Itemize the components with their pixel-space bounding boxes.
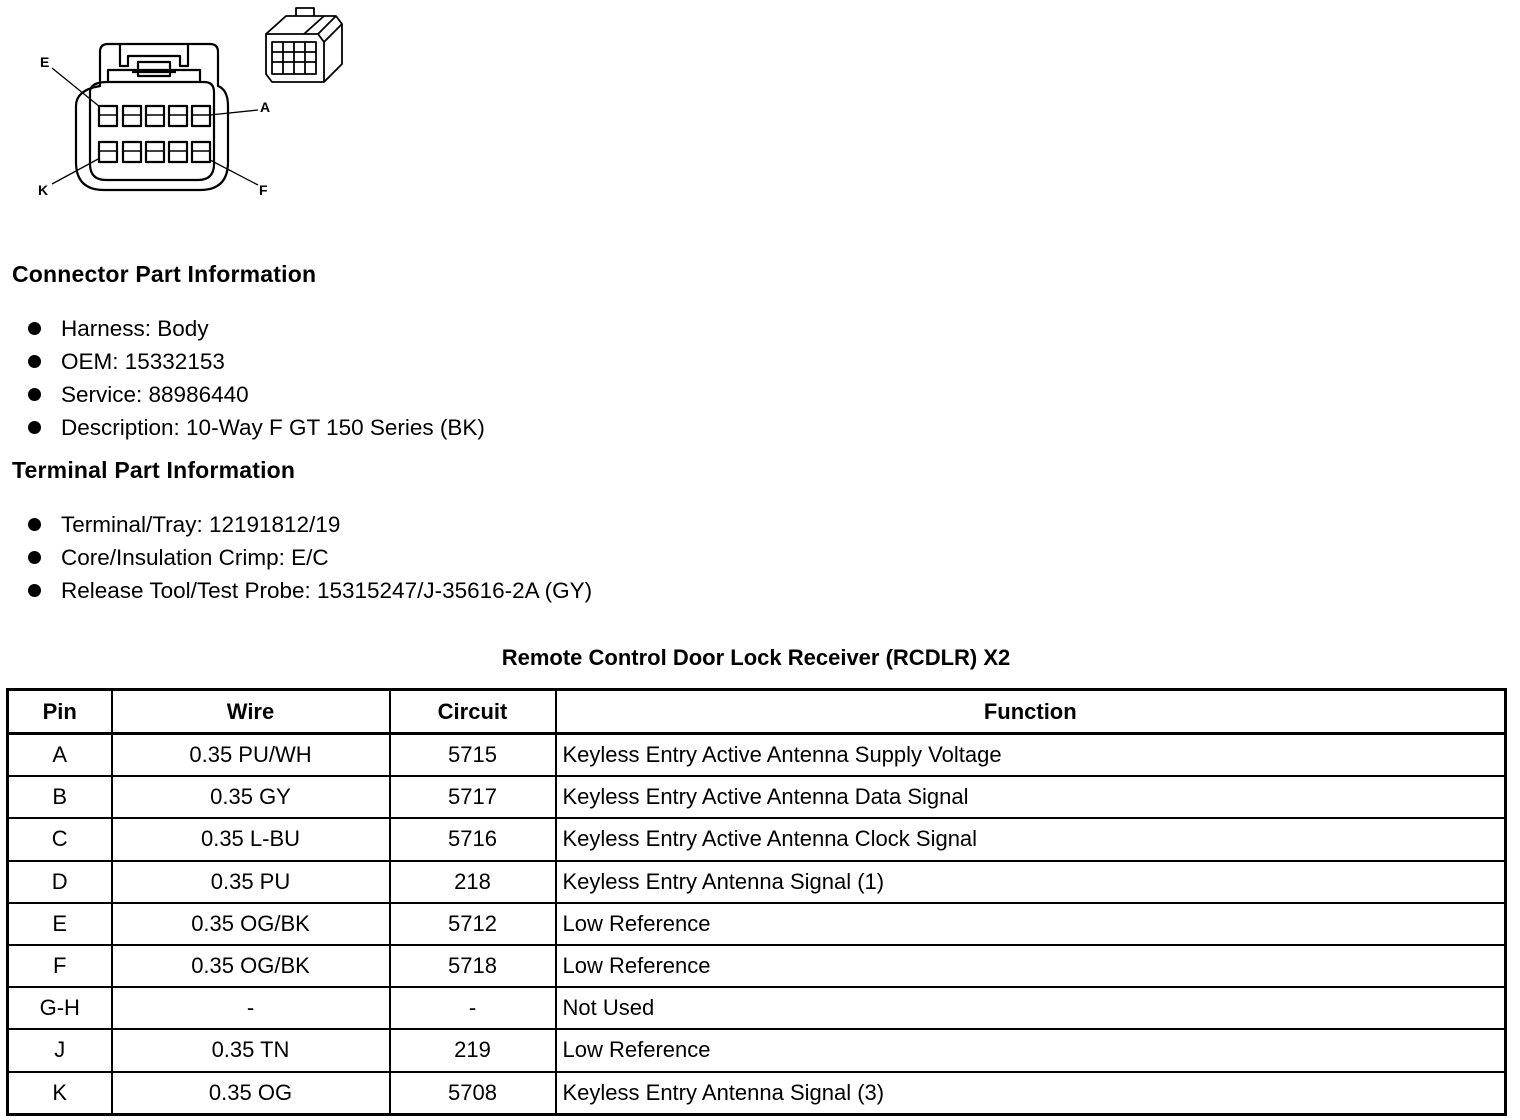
pin-cell: E <box>8 903 112 945</box>
table-row <box>8 987 1506 1029</box>
bullet-icon <box>28 322 41 335</box>
function-cell: Keyless Entry Active Antenna Clock Signal <box>556 818 1506 860</box>
pin-cell: F <box>8 945 112 987</box>
list-item: Core/Insulation Crimp: E/C <box>28 541 592 574</box>
wire-cell: 0.35 PU/WH <box>112 734 390 777</box>
function-cell: Not Used <box>556 987 1506 1029</box>
pin-label-top-right: A <box>260 99 271 115</box>
pin-label-bottom-right: F <box>259 182 268 198</box>
table-row <box>8 861 1506 903</box>
terminal-info-list <box>28 508 592 607</box>
column-header-function: Function <box>556 690 1506 734</box>
table-row <box>8 776 1506 818</box>
table-row <box>8 1072 1506 1115</box>
list-item: Release Tool/Test Probe: 15315247/J-35616-2A (GY) <box>28 574 592 607</box>
table-header-row <box>8 690 1506 734</box>
circuit-cell: 5712 <box>390 903 556 945</box>
wire-cell: - <box>112 987 390 1029</box>
connector-thumbnail-icon <box>266 8 342 82</box>
circuit-cell: 5717 <box>390 776 556 818</box>
terminal-info-heading: Terminal Part Information <box>12 457 296 483</box>
function-cell: Keyless Entry Active Antenna Supply Voltage <box>556 734 1506 777</box>
pin-label-bottom-left: K <box>38 182 49 198</box>
pin-cell: B <box>8 776 112 818</box>
column-header-pin: Pin <box>8 690 112 734</box>
pin-cell: D <box>8 861 112 903</box>
table-title: Remote Control Door Lock Receiver (RCDLR) X2 <box>501 645 1011 670</box>
function-cell: Keyless Entry Active Antenna Data Signal <box>556 776 1506 818</box>
bottom-row-cavities <box>99 142 210 162</box>
circuit-cell: 219 <box>390 1029 556 1071</box>
connector-info-list <box>28 312 485 444</box>
bullet-icon <box>28 388 41 401</box>
pin-cell: G-H <box>8 987 112 1029</box>
bullet-icon <box>28 551 41 564</box>
circuit-cell: 5718 <box>390 945 556 987</box>
bullet-icon <box>28 518 41 531</box>
circuit-cell: 5715 <box>390 734 556 777</box>
list-item: Service: 88986440 <box>28 378 485 411</box>
list-item: Terminal/Tray: 12191812/19 <box>28 508 592 541</box>
wire-cell: 0.35 OG <box>112 1072 390 1115</box>
top-row-cavities <box>99 106 210 126</box>
table-row <box>8 1029 1506 1071</box>
connector-face-outline <box>90 82 214 180</box>
bullet-icon <box>28 584 41 597</box>
list-item: Description: 10-Way F GT 150 Series (BK) <box>28 411 485 444</box>
column-header-wire: Wire <box>112 690 390 734</box>
pin-cell: C <box>8 818 112 860</box>
wire-cell: 0.35 GY <box>112 776 390 818</box>
pin-label-top-left: E <box>40 54 50 70</box>
circuit-cell: - <box>390 987 556 1029</box>
list-item: OEM: 15332153 <box>28 345 485 378</box>
function-cell: Keyless Entry Antenna Signal (1) <box>556 861 1506 903</box>
column-header-circuit: Circuit <box>390 690 556 734</box>
connector-diagram <box>0 0 360 215</box>
pin-cell: A <box>8 734 112 777</box>
connector-info-heading: Connector Part Information <box>12 261 317 287</box>
table-row <box>8 818 1506 860</box>
circuit-cell: 5708 <box>390 1072 556 1115</box>
wire-cell: 0.35 OG/BK <box>112 903 390 945</box>
pinout-table <box>6 688 1507 1116</box>
list-item: Harness: Body <box>28 312 485 345</box>
pin-cell: K <box>8 1072 112 1115</box>
wire-cell: 0.35 L-BU <box>112 818 390 860</box>
wire-cell: 0.35 PU <box>112 861 390 903</box>
wire-cell: 0.35 TN <box>112 1029 390 1071</box>
function-cell: Low Reference <box>556 1029 1506 1071</box>
bullet-icon <box>28 421 41 434</box>
function-cell: Low Reference <box>556 945 1506 987</box>
function-cell: Low Reference <box>556 903 1506 945</box>
bullet-icon <box>28 355 41 368</box>
table-row <box>8 945 1506 987</box>
pin-cell: J <box>8 1029 112 1071</box>
table-row <box>8 903 1506 945</box>
table-row <box>8 734 1506 777</box>
function-cell: Keyless Entry Antenna Signal (3) <box>556 1072 1506 1115</box>
wire-cell: 0.35 OG/BK <box>112 945 390 987</box>
circuit-cell: 5716 <box>390 818 556 860</box>
circuit-cell: 218 <box>390 861 556 903</box>
